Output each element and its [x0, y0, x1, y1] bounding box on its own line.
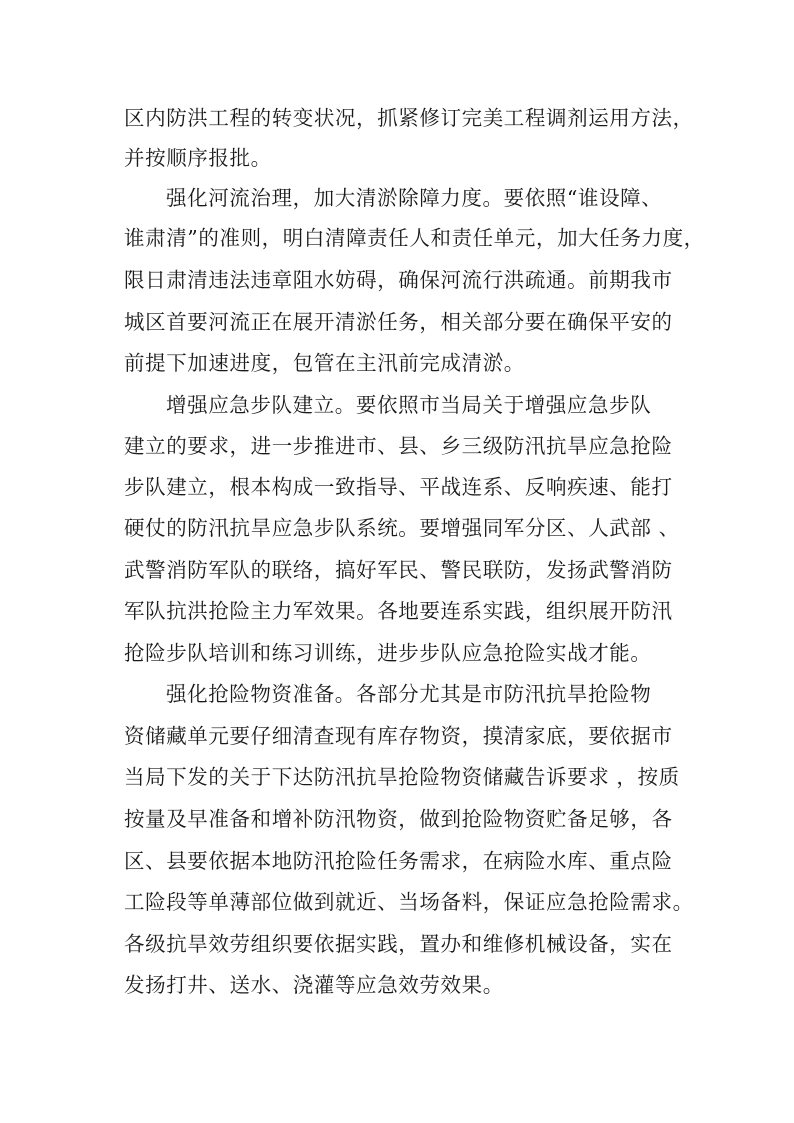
text-line-12: 武警消防军队的联络，搞好军民、警民联防，发扬武警消防	[124, 558, 673, 582]
text-line-4: 谁肃清”的准则，明白清障责任人和责任单元，加大任务力度，	[124, 226, 705, 250]
text-line-18: 按量及早准备和增补防汛物资，做到抢险物资贮备足够，各	[124, 807, 673, 831]
text-line-10: 步队建立，根本构成一致指导、平战连系、反响疾速、能打	[124, 475, 673, 499]
text-line-20: 工险段等单薄部位做到就近、当场备料，保证应急抢险需求。	[124, 890, 694, 914]
text-line-6: 城区首要河流正在展开清淤任务，相关部分要在确保平安的	[124, 310, 673, 334]
text-line-22: 发扬打井、送水、浇灌等应急效劳效果。	[124, 973, 504, 997]
text-line-7: 前提下加速进度，包管在主汛前完成清淤。	[124, 351, 525, 375]
paragraph-heading-emergency-team: 增强应急步队建立。要依照市当局关于增强应急步队	[166, 393, 652, 417]
text-line-2: 并按顺序报批。	[124, 146, 272, 170]
text-line-17: 当局下发的关于下达防汛抗旱抢险物资储藏告诉要求 ，按质	[124, 765, 680, 789]
text-line-13: 军队抗洪抢险主力军效果。各地要连系实践，组织展开防汛	[124, 599, 673, 623]
text-line-16: 资储藏单元要仔细清查现有库存物资，摸清家底，要依据市	[124, 724, 673, 748]
text-line-21: 各级抗旱效劳组织要依据实践，置办和维修机械设备，实在	[124, 932, 673, 956]
text-line-9: 建立的要求，进一步推进市、县、乡三级防汛抗旱应急抢险	[124, 434, 673, 458]
text-line-19: 区、县要依据本地防汛抢险任务需求，在病险水库、重点险	[124, 849, 673, 873]
paragraph-heading-supplies: 强化抢险物资准备。各部分尤其是市防汛抗旱抢险物	[166, 682, 652, 706]
text-line-5: 限日肃清违法违章阻水妨碍，确保河流行洪疏通。前期我市	[124, 268, 673, 292]
text-line-1: 区内防洪工程的转变状况，抓紧修订完美工程调剂运用方法，	[124, 106, 694, 130]
text-line-11: 硬仗的防汛抗旱应急步队系统。要增强同军分区、人武部 、	[124, 516, 680, 540]
text-line-14: 抢险步队培训和练习训练，进步步队应急抢险实战才能。	[124, 641, 652, 665]
paragraph-heading-river-governance: 强化河流治理，加大清淤除障力度。要依照“谁设障、	[166, 186, 663, 210]
